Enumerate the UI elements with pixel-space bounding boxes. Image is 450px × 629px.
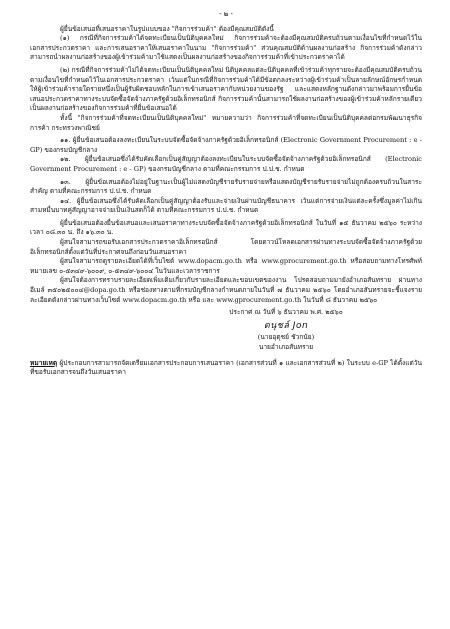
- signer-name: (นายอุดุชย์ ชัวกนัย): [257, 333, 315, 342]
- paragraph-clause-11: ๑๑. ผู้ยื่นข้อเสนอต้องลงทะเบียนในระบบจัดซื้อจัดจ้างภาครัฐด้วยอิเล็กทรอนิกส์ (Electronic Government Procurement : e - GP) ของกรมบัญชีกลาง: [30, 136, 422, 154]
- paragraph-jv-intro: ผู้ยื่นข้อเสนอที่เสนอราคาในรูปแบบของ "กิจการร่วมค้า" ต้องมีคุณสมบัติดังนี้: [60, 24, 274, 33]
- page-number: - ๒ -: [219, 10, 233, 18]
- paragraph-jv-2: (๒) กรณีที่กิจการร่วมค้าไม่ได้จดทะเบียนเป็นนิติบุคคลใหม่ นิติบุคคลแต่ละนิติบุคคลที่เข้าร่วมค้าทุกรายจะต้องมีคุณสมบัติครบถ้วนตามเงื่อนไขที่กำหนดไว้ในเอกสารประกวดราคา เว้นแต่ในกรณีที่กิจการร่วมค้าได้มีข้อตกลงระหว่างผู้เข้าร่วมค้าเป็นลายลักษณ์อักษรกำหนดให้ผู้เข้าร่วมค้ารายใดรายหนึ่งเป็นผู้รับผิดชอบหลักในการเข้าเสนอราคากับหน่วยงานของรัฐ และแสดงหลักฐานดังกล่าวมาพร้อมการยื่นข้อเสนอประกวดราคาทางระบบจัดซื้อจัดจ้างภาครัฐด้วยอิเล็กทรอนิกส์ กิจการร่วมค้านั้นสามารถใช้ผลงานก่อสร้างของผู้เข้าร่วมค้าหลักรายเดียวเป็นผลงานก่อสร้างของกิจการร่วมค้าที่ยื่นข้อเสนอได้: [30, 65, 422, 113]
- paragraph-inquiry: ผู้สนใจต้องการทราบรายละเอียดเพิ่มเติมเกี่ยวกับรายละเอียดและขอบเขตของงาน โปรดสอบถามมายังอำเภอสันทราย ผ่านทางอีเมล์ ๓๕๐๒๕๐๐๔@dopa.go.th หรือช่องทางตามที่กรมบัญชีกลางกำหนดภายในวันที่ ๗ ธันวาคม ๒๕๖๐ โดยอำเภอสันทรายจะชี้แจงรายละเอียดดังกล่าวผ่านทางเว็บไซต์ www.dopacm.go.th หรือ และ www.gprocurement.go.th ในวันที่ ๘ ธันวาคม ๒๕๖๐: [30, 276, 422, 304]
- paragraph-clause-12: ๑๒. ผู้ยื่นข้อเสนอซึ่งได้รับคัดเลือกเป็นคู่สัญญาต้องลงทะเบียนในระบบจัดซื้อจัดจ้างภาครัฐด้วยอิเล็กทรอนิกส์ (Electronic Government Procurement : e - GP) ของกรมบัญชีกลาง ตามที่คณะกรรมการ ป.ป.ช. กำหนด: [30, 155, 422, 173]
- paragraph-jv-1: (๑) กรณีที่กิจการร่วมค้าได้จดทะเบียนเป็นนิติบุคคลใหม่ กิจการร่วมค้าจะต้องมีคุณสมบัติครบถ้วนตามเงื่อนไขที่กำหนดไว้ในเอกสารประกวดราคา และการเสนอราคาให้เสนอราคาในนาม "กิจการร่วมค้า" ส่วนคุณสมบัติด้านผลงานก่อสร้าง กิจการร่วมค้าดังกล่าวสามารถนำผลงานก่อสร้างของผู้เข้าร่วมค้ามาใช้แสดงเป็นผลงานก่อสร้างของกิจการร่วมค้าที่เข้าประกวดราคาได้: [30, 34, 422, 62]
- paragraph-submission: ผู้ยื่นข้อเสนอต้องยื่นข้อเสนอและเสนอราคาทางระบบจัดซื้อจัดจ้างภาครัฐด้วยอิเล็กทรอนิกส์ ในวันที่ ๑๕ ธันวาคม ๒๕๖๐ ระหว่างเวลา ๐๘.๓๐ น. ถึง ๑๖.๓๐ น.: [30, 218, 422, 237]
- note: [30, 359, 422, 378]
- announce-date: ประกาศ ณ วันที่ ๖ ธันวาคม พ.ศ. ๒๕๖๐: [229, 308, 343, 317]
- paragraph-download: ผู้สนใจสามารถขอรับเอกสารประกวดราคาอิเล็กทรอนิกส์ โดยดาวน์โหลดเอกสารผ่านทางระบบจัดซื้อจัดจ้างภาครัฐด้วยอิเล็กทรอนิกส์ตั้งแต่วันที่ประกาศจนถึงก่อนวันเสนอราคา: [30, 238, 422, 256]
- paragraph-contact: ผู้สนใจสามารถดูรายละเอียดได้ที่เว็บไซต์ www.dopacm.go.th หรือ www.gprocurement.go.th หรือสอบถามทางโทรศัพท์หมายเลข ๐-๕๓๔๙-๖๐๐๙, ๐-๕๓๔๙-๖๐๐๔ ในวันและเวลาราชการ: [30, 257, 422, 275]
- note-label: หมายเหตุ: [30, 358, 58, 367]
- note-text: ผู้ประกอบการสามารถจัดเตรียมเอกสารประกอบการเสนอราคา (เอกสารส่วนที่ ๑ และเอกสารส่วนที่ ๒) ในระบบ e-GP ได้ตั้งแต่วันที่ขอรับเอกสารจนถึงวันเสนอราคา: [30, 358, 422, 377]
- paragraph-clause-14: ๑๔. ผู้ยื่นข้อเสนอซึ่งได้รับคัดเลือกเป็นคู่สัญญาต้องรับและจ่ายเงินผ่านบัญชีธนาคาร เว้นแต่การจ่ายเงินแต่ละครั้งซึ่งมูลค่าไม่เกินสามหมื่นบาทคู่สัญญาอาจจ่ายเป็นเงินสดก็ได้ ตามที่คณะกรรมการ ป.ป.ช. กำหนด: [30, 196, 422, 215]
- signature: ดนุชล์ Jon: [263, 320, 309, 331]
- signer-title: นายอำเภอสันทราย: [258, 343, 314, 351]
- paragraph-jv-definition: ทั้งนี้ "กิจการร่วมค้าที่จดทะเบียนเป็นนิติบุคคลใหม่" หมายความว่า กิจการร่วมค้าที่จดทะเบียนเป็นนิติบุคคลต่อกรมพัฒนาธุรกิจการค้า กระทรวงพาณิชย์: [30, 113, 422, 132]
- paragraph-clause-13: ๑๓. ผู้ยื่นข้อเสนอต้องไม่อยู่ในฐานะเป็นผู้ไม่แสดงบัญชีรายรับรายจ่ายหรือแสดงบัญชีรายรับรายจ่ายไม่ถูกต้องครบถ้วนในสาระสำคัญ ตามที่คณะกรรมการ ป.ป.ช. กำหนด: [30, 177, 422, 196]
- signature-block: [150, 308, 422, 352]
